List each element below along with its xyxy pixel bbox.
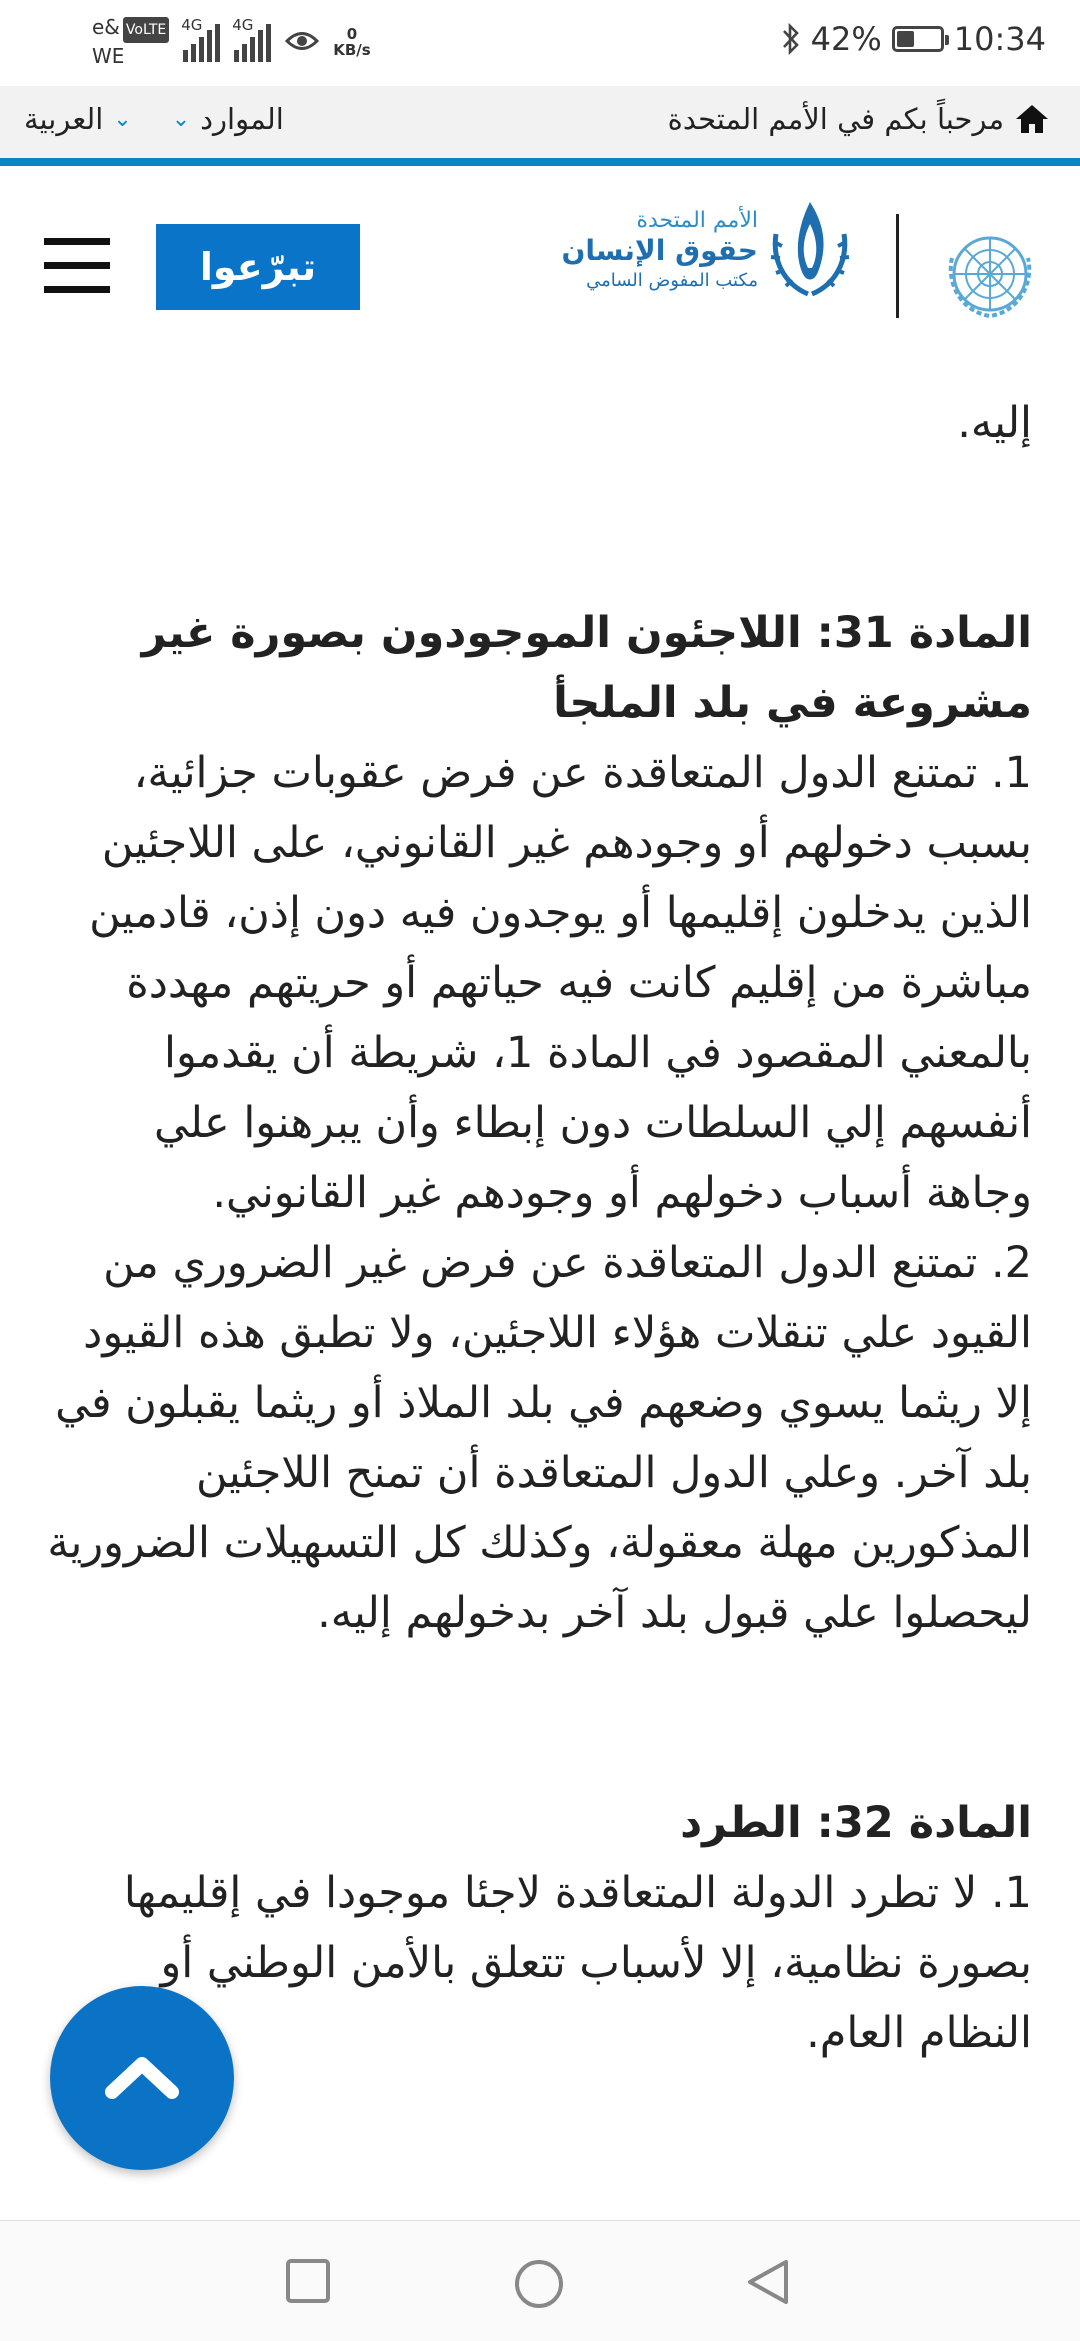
recents-square-icon[interactable]	[284, 2257, 332, 2305]
system-nav-bar	[0, 2220, 1080, 2341]
article-31-paragraph-1: 1. تمتنع الدول المتعاقدة عن فرض عقوبات جزائية، بسبب دخولهم أو وجودهم غير القانوني، على اللاجئين الذين يدخلون إقليمها أو يوجدون فيه دون إذن، قادمين مباشرة من إقليم كانت فيه حياتهم أو حريتهم مهددة بالمعني المقصود في المادة 1، شريطة أن يقدموا أنفسهم إلي السلطات دون إبطاء وأن يبرهنوا علي وجاهة أسباب دخولهم أو وجودهم غير القانوني.	[89, 748, 1032, 1218]
signal-icon	[181, 16, 220, 62]
hamburger-icon[interactable]	[44, 238, 110, 292]
utility-bar	[0, 86, 1080, 166]
un-emblem-icon[interactable]	[944, 228, 1036, 320]
status-bar	[0, 0, 1080, 86]
clock: 10:34	[953, 20, 1046, 58]
article-content	[40, 336, 1032, 2068]
welcome-text: مرحباً بكم في الأمم المتحدة	[667, 102, 1004, 136]
ohchr-logo[interactable]	[548, 194, 858, 314]
resources-label: الموارد	[200, 102, 284, 136]
back-to-top-button[interactable]	[50, 1986, 234, 2170]
network-type-2: 4G	[232, 16, 254, 34]
chevron-up-icon	[102, 2050, 182, 2102]
ohchr-line1: الأمم المتحدة	[636, 208, 758, 233]
battery-icon	[892, 26, 944, 52]
flame-emblem-icon	[762, 194, 858, 314]
article-31-title: المادة 31: اللاجئون الموجودون بصورة غير مشروعة في بلد الملجأ	[141, 608, 1032, 728]
ohchr-line2: حقوق الإنسان	[561, 234, 758, 267]
accent-line	[0, 158, 1080, 166]
chevron-down-icon: ⌄	[113, 106, 132, 132]
chevron-down-icon: ⌄	[171, 106, 191, 132]
battery-percent: 42%	[810, 20, 882, 58]
carrier-info	[92, 14, 169, 69]
signal-icon-2	[232, 16, 271, 62]
back-triangle-icon[interactable]	[744, 2257, 792, 2307]
partial-text: إليه.	[957, 398, 1032, 448]
resources-dropdown[interactable]	[172, 102, 284, 136]
speed-value: 0	[346, 25, 358, 43]
ohchr-line3: مكتب المفوض السامي	[586, 270, 758, 291]
bluetooth-icon	[781, 22, 801, 56]
speed-unit: KB/s	[333, 41, 371, 59]
status-right	[781, 20, 1046, 58]
ohchr-logo-text	[561, 206, 758, 296]
home-icon	[1014, 103, 1050, 135]
util-links	[24, 102, 284, 136]
volte-badge: VoLTE	[123, 17, 169, 43]
donate-button[interactable]: تبرّعوا	[156, 224, 360, 310]
article-32-title: المادة 32: الطرد	[680, 1798, 1032, 1848]
status-left	[92, 14, 371, 74]
network-type: 4G	[181, 16, 203, 34]
network-speed	[333, 26, 370, 58]
welcome-link[interactable]	[668, 102, 1050, 136]
language-dropdown[interactable]	[24, 102, 132, 136]
header-divider	[896, 214, 899, 318]
language-label: العربية	[24, 102, 104, 136]
carrier-top: e&	[92, 15, 120, 39]
carrier-bottom: WE	[92, 44, 125, 68]
site-header	[0, 166, 1080, 336]
eye-icon	[285, 30, 319, 52]
article-32-paragraph-1: 1. لا تطرد الدولة المتعاقدة لاجئا موجودا في إقليمها بصورة نظامية، إلا لأسباب تتعلق بالأمن الوطني أو النظام العام.	[123, 1868, 1032, 2058]
article-31-paragraph-2: 2. تمتنع الدول المتعاقدة عن فرض غير الضروري من القيود علي تنقلات هؤلاء اللاجئين، ولا تطبق هذه القيود إلا ريثما يسوي وضعهم في بلد الملاذ أو ريثما يقبلون في بلد آخر. وعلي الدول المتعاقدة أن تمنح اللاجئين المذكورين مهلة معقولة، وكذلك كل التسهيلات الضرورية ليحصلوا علي قبول بلد آخر بدخولهم إليه.	[47, 1238, 1032, 1638]
home-circle-icon[interactable]	[512, 2257, 566, 2311]
